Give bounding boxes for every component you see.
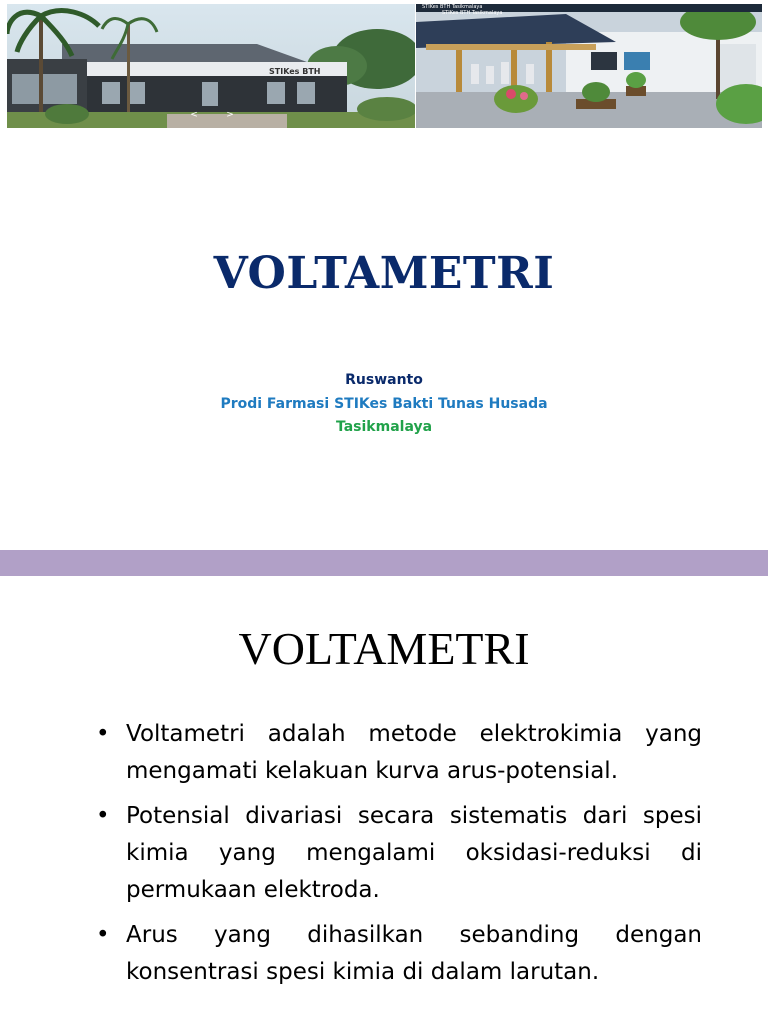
bullet-icon: • (96, 922, 110, 948)
campus-courtyard-photo (416, 4, 762, 128)
photo-caption-line2: STIKes BTH Tasikmalaya (442, 10, 503, 16)
bullet-icon: • (96, 803, 110, 829)
carousel-next-button[interactable]: > (226, 110, 234, 120)
bullet-text: Potensial divariasi secara sistematis dari spesi kimia yang mengalami oksidasi-reduksi di permukaan elektroda. (126, 803, 702, 903)
bullet-list (96, 716, 702, 999)
header-banner (7, 4, 762, 128)
photo-caption (422, 4, 502, 16)
bullet-item (96, 716, 702, 790)
slide-title: VOLTAMETRI (238, 623, 530, 674)
slide-divider (0, 550, 768, 576)
photo-caption-line1: STIKes BTH Tasikmalaya (422, 4, 483, 10)
building-sign: STIKes BTH (269, 67, 321, 76)
author-affiliation: Prodi Farmasi STIKes Bakti Tunas Husada (220, 396, 548, 412)
bullet-text: Voltametri adalah metode elektrokimia yang mengamati kelakuan kurva arus-potensial. (126, 721, 702, 784)
bullet-icon: • (96, 721, 110, 747)
slide-title: VOLTAMETRI (213, 248, 555, 299)
campus-building-photo (7, 4, 415, 128)
author-city: Tasikmalaya (335, 419, 433, 435)
author-name: Ruswanto (345, 372, 423, 388)
bullet-text: Arus yang dihasilkan sebanding dengan konsentrasi spesi kimia di dalam larutan. (126, 922, 702, 985)
bullet-item (96, 917, 702, 991)
bullet-item (96, 798, 702, 909)
content-slide (0, 576, 768, 1024)
carousel-prev-button[interactable]: < (190, 110, 198, 120)
